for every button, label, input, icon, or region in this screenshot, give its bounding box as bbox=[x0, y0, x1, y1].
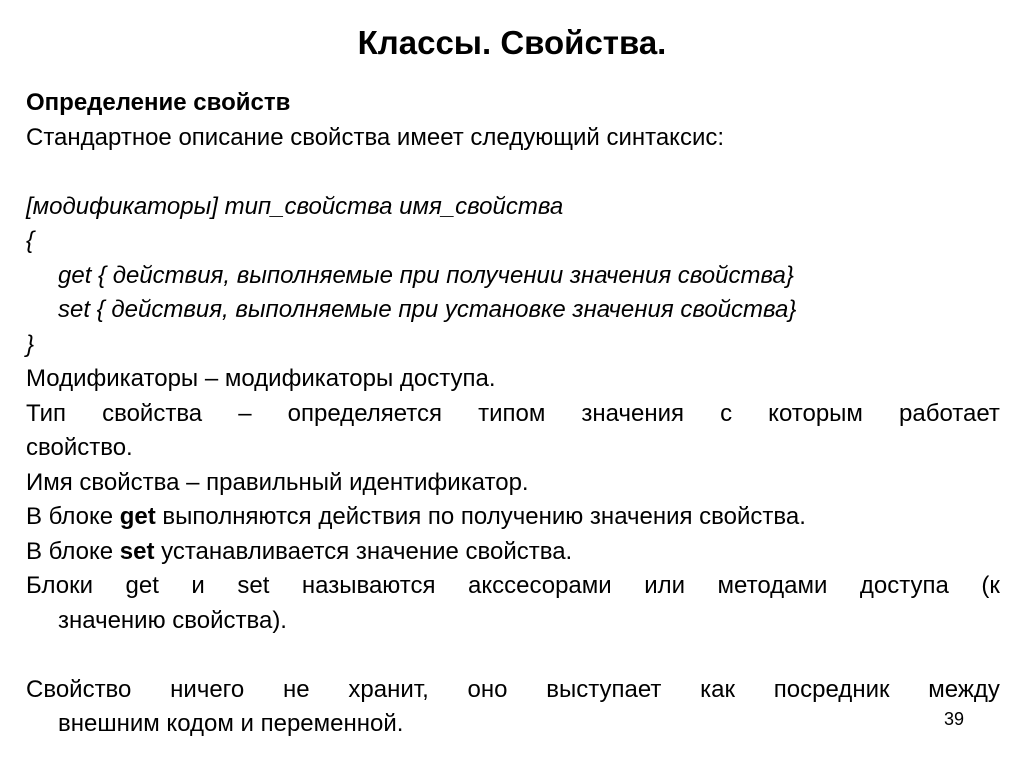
word: ничего bbox=[170, 675, 245, 703]
word: называются bbox=[301, 572, 436, 599]
word: доступа bbox=[859, 572, 949, 599]
slide-body bbox=[26, 86, 1000, 742]
syntax-set-line: set { действия, выполняемые при установке значения свойства} bbox=[58, 296, 797, 323]
type-description-line2: свойство. bbox=[26, 434, 133, 461]
set-block-prefix: В блоке bbox=[26, 537, 120, 565]
word: не bbox=[283, 675, 310, 703]
word: работает bbox=[899, 399, 1000, 427]
blank-line bbox=[26, 155, 1000, 190]
word: как bbox=[700, 675, 736, 703]
word: или bbox=[644, 572, 686, 599]
word: между bbox=[928, 675, 1000, 703]
word: методами bbox=[717, 572, 828, 599]
set-keyword: set bbox=[119, 537, 155, 565]
accessors-description-line2: значению свойства). bbox=[58, 606, 287, 634]
word: – bbox=[238, 399, 252, 427]
get-block-suffix: выполняются действия по получению значения свойства. bbox=[155, 503, 806, 530]
word: (к bbox=[981, 572, 1000, 599]
word: Свойство bbox=[26, 675, 132, 703]
word: Тип bbox=[26, 399, 67, 427]
word: определяется bbox=[287, 399, 443, 427]
word: хранит, bbox=[348, 675, 429, 703]
storage-description-line2: внешним кодом и переменной. bbox=[58, 710, 404, 737]
type-description-line1 bbox=[26, 397, 1000, 432]
word: свойства bbox=[102, 399, 203, 427]
word: выступает bbox=[546, 675, 662, 703]
syntax-get-line: get { действия, выполняемые при получении значения свойства} bbox=[58, 261, 794, 289]
intro-text: Стандартное описание свойства имеет следующий синтаксис: bbox=[26, 123, 725, 151]
word: get bbox=[125, 572, 159, 599]
syntax-close-brace: } bbox=[26, 330, 35, 358]
name-description: Имя свойства – правильный идентификатор. bbox=[26, 468, 529, 496]
get-block-description bbox=[26, 500, 1000, 535]
word: оно bbox=[467, 675, 508, 703]
slide-title: Классы. Свойства. bbox=[357, 24, 667, 61]
word: посредник bbox=[773, 675, 890, 703]
syntax-open-brace: { bbox=[26, 227, 35, 254]
word: акссесорами bbox=[468, 572, 612, 599]
word: которым bbox=[768, 399, 863, 427]
syntax-declaration: [модификаторы] тип_свойства имя_свойства bbox=[26, 192, 564, 220]
word: и bbox=[191, 572, 205, 599]
set-block-description bbox=[26, 535, 1000, 570]
page-number: 39 bbox=[943, 709, 964, 729]
set-block-suffix: устанавливается значение свойства. bbox=[154, 537, 573, 565]
modifiers-description: Модификаторы – модификаторы доступа. bbox=[26, 365, 496, 392]
storage-description-line1 bbox=[26, 673, 1000, 708]
get-keyword: get bbox=[119, 503, 156, 530]
get-block-prefix: В блоке bbox=[26, 503, 120, 530]
word: типом bbox=[478, 399, 546, 427]
word: с bbox=[720, 399, 733, 427]
accessors-description-line1 bbox=[26, 569, 1000, 604]
blank-line bbox=[26, 638, 1000, 673]
word: Блоки bbox=[26, 572, 94, 599]
word: set bbox=[237, 572, 270, 599]
word: значения bbox=[581, 399, 685, 427]
section-heading: Определение свойств bbox=[26, 89, 291, 116]
